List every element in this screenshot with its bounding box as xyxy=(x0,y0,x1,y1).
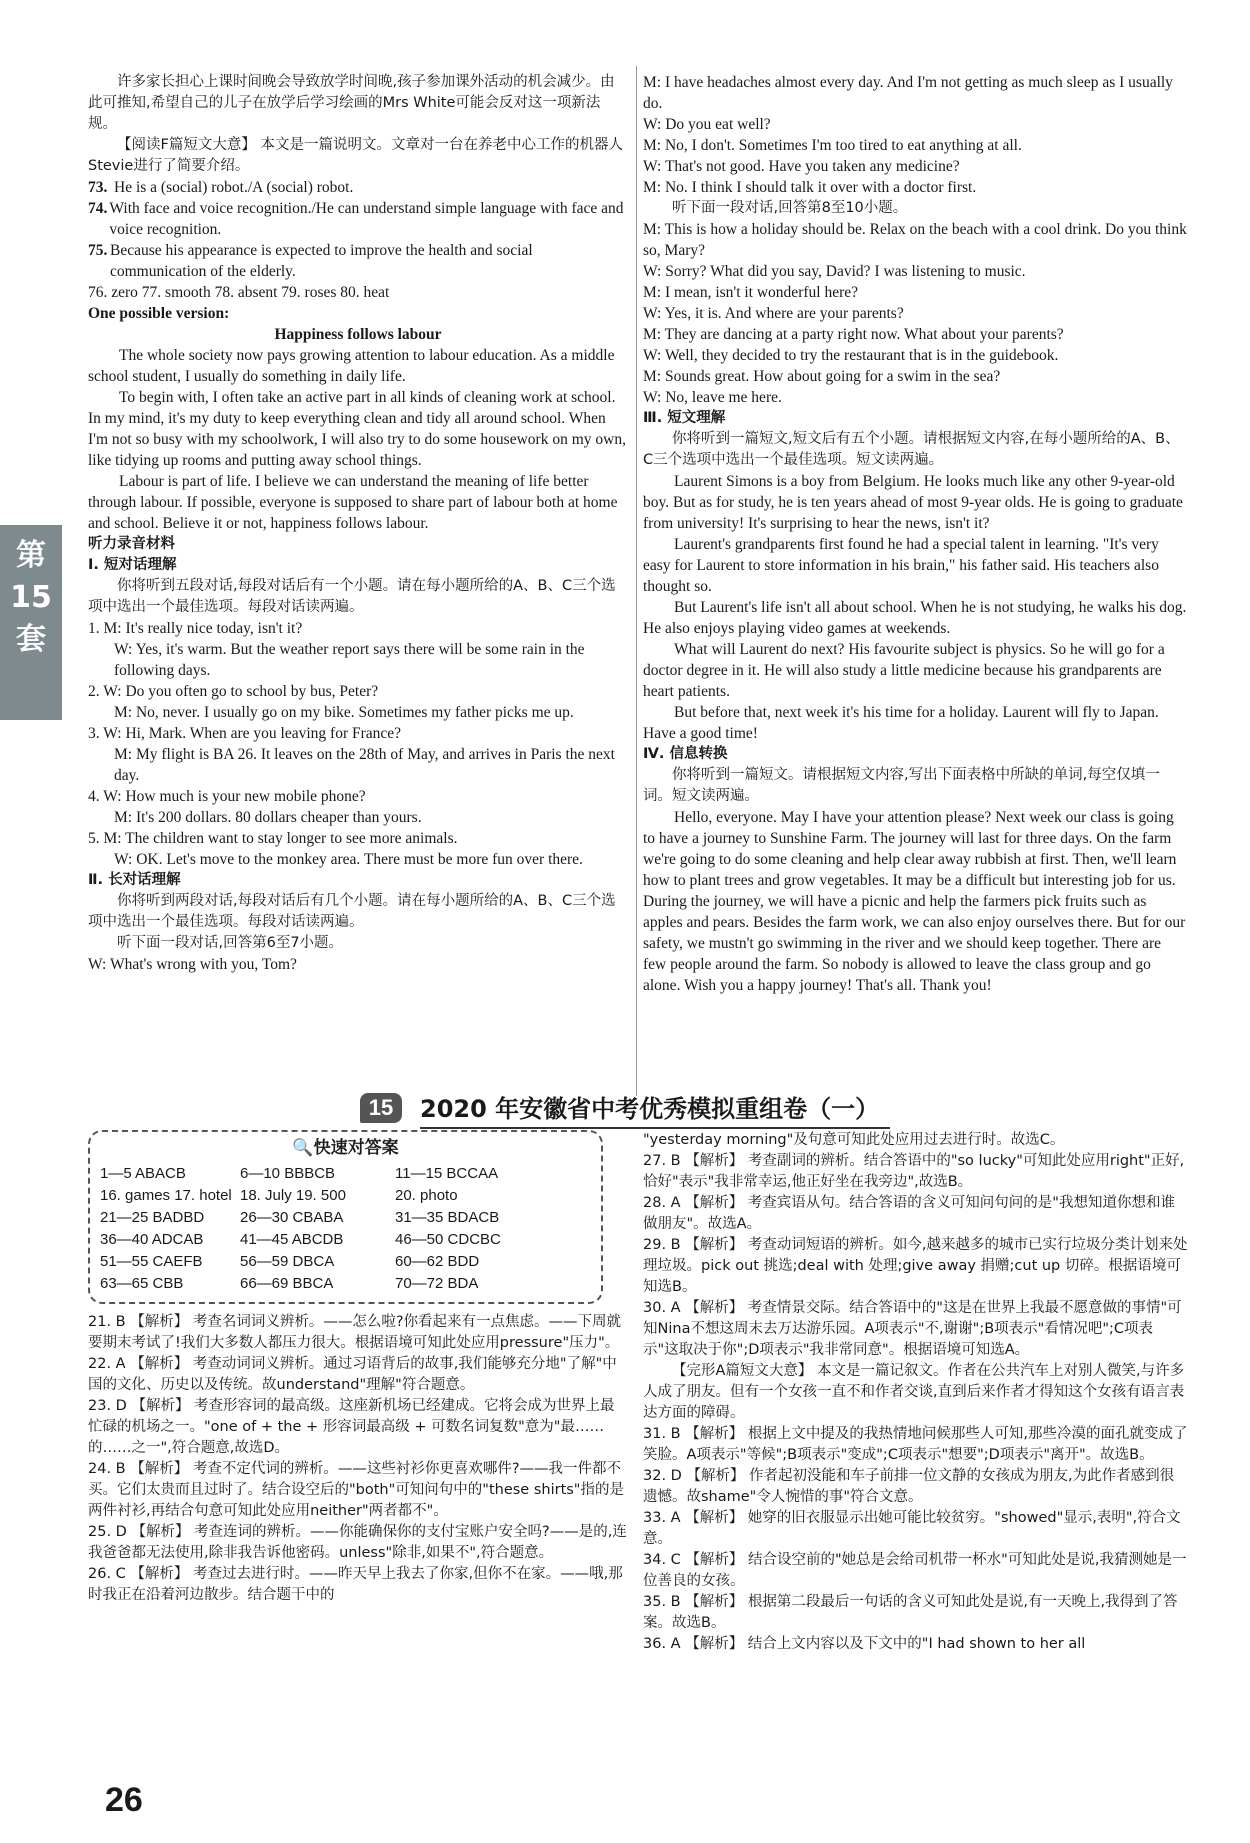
question-number: 73. xyxy=(88,179,108,196)
dialogue-line: M: It's 200 dollars. 80 dollars cheaper than yours. xyxy=(114,809,422,826)
section-heading: 听力录音材料 xyxy=(88,536,175,552)
dialogue-line: W: OK. Let's move to the monkey area. There must be more fun over there. xyxy=(114,851,583,868)
dialogue-line: M: Sounds great. How about going for a swim in the sea? xyxy=(643,368,1001,385)
essay-title: Happiness follows labour xyxy=(274,326,442,343)
instructions: 你将听到一篇短文,短文后有五个小题。请根据短文内容,在每小题所给的A、B、C三个选项中选出一个最佳选项。短文读两遍。 xyxy=(643,431,1180,468)
answer-text: With face and voice recognition./He can understand simple language with face and voice recognition. xyxy=(109,200,624,238)
passage-paragraph: Hello, everyone. May I have your attention please? Next week our class is going to have a journey to Sunshine Farm. The journey will last for three days. On the farm we're going to do some cleaning and help clear away rubbish at first. Then, we'll learn how to plant trees and grow vegetables. It may be a difficult but interesting job for us. During the journey, we will have a picnic and help the farmers pick fruits such as apples and pears. Besides the farm work, we can also enjoy ourselves there. But for our safety, we mustn't go swimming in the river and we should keep together. There are few people around the farm. So nobody is allowed to leave the class group and go alone. Wish you a happy journey! That's all. Thank you! xyxy=(643,809,1186,994)
answer-item xyxy=(88,240,628,282)
answer-cell: 56—59 DBCA xyxy=(240,1253,335,1270)
instructions: 你将听到两段对话,每段对话后有几个小题。请在每小题所给的A、B、C三个选项中选出一个最佳选项。每段对话读两遍。 xyxy=(88,893,616,930)
answer-cell: 21—25 BADBD xyxy=(100,1209,205,1226)
dialogue-line: 4. W: How much is your new mobile phone? xyxy=(88,788,366,805)
answer-cell: 16. games 17. hotel xyxy=(100,1187,232,1204)
explanation: 29. B 【解析】 考查动词短语的辨析。如今,越来越多的城市已实行垃圾分类计划来处理垃圾。pick out 挑选;deal with 处理;give away 捐赠;cut up 切碎。根据语境可知选B。 xyxy=(643,1237,1188,1295)
passage-paragraph: But Laurent's life isn't all about school. When he is not studying, he walks his dog. He also enjoys playing video games at weekends. xyxy=(643,599,1187,637)
dialogue-line: M: They are dancing at a party right now. What about your parents? xyxy=(643,326,1064,343)
exam-number-badge: 15 xyxy=(360,1093,402,1123)
right-column xyxy=(643,72,1188,996)
dialogue-line: W: Well, they decided to try the restaurant that is in the guidebook. xyxy=(643,347,1059,364)
answer-grid xyxy=(100,1163,591,1294)
dialogue-line: 2. W: Do you often go to school by bus, Peter? xyxy=(88,683,379,700)
section-heading: Ⅱ. 长对话理解 xyxy=(88,872,181,888)
answer-item xyxy=(88,177,628,198)
instructions: 听下面一段对话,回答第8至10小题。 xyxy=(672,200,908,216)
answer-text: He is a (social) robot./A (social) robot. xyxy=(114,179,354,196)
cloze-summary: 【完形A篇短文大意】 本文是一篇记叙文。作者在公共汽车上对别人微笑,与许多人成了朋友。但有一个女孩一直不和作者交谈,直到后来作者才得知这个女孩有语言表达方面的障碍。 xyxy=(643,1363,1185,1421)
explanation: "yesterday morning"及句意可知此处应用过去进行时。故选C。 xyxy=(643,1132,1065,1148)
explanation: 23. D 【解析】 考查形容词的最高级。这座新机场已经建成。它将会成为世界上最忙碌的机场之一。"one of + the + 形容词最高级 + 可数名词复数"意为"最……的……之一",符合题意,故选D。 xyxy=(88,1398,615,1456)
quick-answer-box xyxy=(88,1130,603,1304)
essay-paragraph: Labour is part of life. I believe we can understand the meaning of life better through labour. If possible, everyone is supposed to share part of labour both at home and school. Believe it or not, happiness follows labour. xyxy=(88,473,618,532)
section-heading: Ⅳ. 信息转换 xyxy=(643,746,728,762)
exam-title: 2020 年安徽省中考优秀模拟重组卷（一） xyxy=(420,1095,880,1123)
dialogue-line: M: No. I think I should talk it over with a doctor first. xyxy=(643,179,977,196)
answer-cell: 20. photo xyxy=(395,1187,458,1204)
quick-answer-label: 快速对答案 xyxy=(313,1138,399,1158)
answer-line: 76. zero 77. smooth 78. absent 79. roses 80. heat xyxy=(88,284,390,301)
explanation: 28. A 【解析】 考查宾语从句。结合答语的含义可知问句问的是"我想知道你想和谁做朋友"。故选A。 xyxy=(643,1195,1175,1232)
answer-cell: 6—10 BBBCB xyxy=(240,1165,336,1182)
answer-cell: 41—45 ABCDB xyxy=(240,1231,344,1248)
explanation: 21. B 【解析】 考查名词词义辨析。——怎么啦?你看起来有一点焦虑。——下周就要期末考试了!我们大多数人都压力很大。根据语境可知此处应用pressure"压力"。 xyxy=(88,1314,622,1351)
answer-cell: 46—50 CDCBC xyxy=(395,1231,501,1248)
question-number: 75. xyxy=(88,242,108,259)
dialogue-line: 3. W: Hi, Mark. When are you leaving for France? xyxy=(88,725,402,742)
answer-cell: 63—65 CBB xyxy=(100,1275,184,1292)
answer-cell: 11—15 BCCAA xyxy=(395,1165,499,1182)
explanation: 34. C 【解析】 结合设空前的"她总是会给司机带一杯水"可知此处是说,我猜测她是一位善良的女孩。 xyxy=(643,1552,1187,1589)
dialogue-line: W: Yes, it is. And where are your parents? xyxy=(643,305,904,322)
explanation: 36. A 【解析】 结合上文内容以及下文中的"I had shown to her all xyxy=(643,1636,1086,1652)
answer-cell: 66—69 BBCA xyxy=(240,1275,334,1292)
exam-title-banner xyxy=(360,1093,960,1127)
explanation: 31. B 【解析】 根据上文中提及的我热情地问候那些人可知,那些冷漠的面孔就变成了笑脸。A项表示"等候";B项表示"变成";C项表示"想要";D项表示"离开"。故选B。 xyxy=(643,1426,1188,1463)
explanation: 30. A 【解析】 考查情景交际。结合答语中的"这是在世界上我最不愿意做的事情"可知Nina不想这周末去万达游乐园。A项表示"不,谢谢";B项表示"看情况吧";C项表示"这取决于你";D项表示"我非常同意"。根据语境可知选A。 xyxy=(643,1300,1182,1358)
explanation: 26. C 【解析】 考查过去进行时。——昨天早上我去了你家,但你不在家。——哦,那时我正在沿着河边散步。结合题干中的 xyxy=(88,1566,623,1603)
title-underline xyxy=(420,1127,890,1129)
paragraph: 许多家长担心上课时间晚会导致放学时间晚,孩子参加课外活动的机会减少。由此可推知,希望自己的儿子在放学后学习绘画的Mrs White可能会反对这一项新法规。 xyxy=(88,74,615,132)
bottom-right-column xyxy=(643,1130,1188,1655)
passage-paragraph: But before that, next week it's his time for a holiday. Laurent will fly to Japan. Have a good time! xyxy=(643,704,1159,742)
page-number: 26 xyxy=(105,1781,143,1819)
search-icon: 🔍 xyxy=(292,1138,314,1158)
section-heading: Ⅰ. 短对话理解 xyxy=(88,557,177,573)
passage-paragraph: Laurent's grandparents first found he had a special talent in learning. "It's very easy for Laurent to store information in his brain," his father said. His teachers also thought so. xyxy=(643,536,1159,595)
version-label: One possible version: xyxy=(88,305,230,322)
dialogue-line: W: What's wrong with you, Tom? xyxy=(88,956,297,973)
answer-cell: 31—35 BDACB xyxy=(395,1209,500,1226)
explanation: 35. B 【解析】 根据第二段最后一句话的含义可知此处是说,有一天晚上,我得到了答案。故选B。 xyxy=(643,1594,1178,1631)
dialogue-line: W: Sorry? What did you say, David? I was listening to music. xyxy=(643,263,1026,280)
dialogue-line: M: This is how a holiday should be. Relax on the beach with a cool drink. Do you think so, Mary? xyxy=(643,221,1187,259)
dialogue-line: W: Yes, it's warm. But the weather report says there will be some rain in the following days. xyxy=(114,641,585,679)
answer-cell: 18. July 19. 500 xyxy=(240,1187,346,1204)
dialogue-line: M: No, I don't. Sometimes I'm too tired to eat anything at all. xyxy=(643,137,1022,154)
instructions: 你将听到五段对话,每段对话后有一个小题。请在每小题所给的A、B、C三个选项中选出一个最佳选项。每段对话读两遍。 xyxy=(88,578,616,615)
section-heading: Ⅲ. 短文理解 xyxy=(643,410,726,426)
section-tab xyxy=(0,525,62,720)
passage-paragraph: What will Laurent do next? His favourite subject is physics. So he will go for a doctor degree in it. He will also study a little medicine because his grandparents are heart patients. xyxy=(643,641,1165,700)
dialogue-line: W: Do you eat well? xyxy=(643,116,771,133)
essay-paragraph: The whole society now pays growing attention to labour education. As a middle school student, I usually do something in daily life. xyxy=(88,347,615,385)
dialogue-line: 5. M: The children want to stay longer to see more animals. xyxy=(88,830,458,847)
answer-cell: 70—72 BDA xyxy=(395,1275,479,1292)
reading-summary: 【阅读F篇短文大意】 本文是一篇说明文。文章对一台在养老中心工作的机器人Stevie进行了简要介绍。 xyxy=(88,137,623,174)
dialogue-line: W: No, leave me here. xyxy=(643,389,782,406)
explanation: 27. B 【解析】 考查副词的辨析。结合答语中的"so lucky"可知此处应用right"正好,恰好"表示"我非常幸运,他正好坐在我旁边",故选B。 xyxy=(643,1153,1185,1190)
left-column xyxy=(88,72,628,975)
answer-text: Because his appearance is expected to improve the health and social communication of the elderly. xyxy=(110,242,533,280)
dialogue-line: M: I have headaches almost every day. And I'm not getting as much sleep as I usually do. xyxy=(643,74,1173,112)
dialogue-line: 1. M: It's really nice today, isn't it? xyxy=(88,620,303,637)
answer-cell: 26—30 CBABA xyxy=(240,1209,344,1226)
section-tab-label: 第15套 xyxy=(10,538,52,657)
answer-cell: 36—40 ADCAB xyxy=(100,1231,204,1248)
question-number: 74. xyxy=(88,200,108,217)
dialogue-line: M: No, never. I usually go on my bike. Sometimes my father picks me up. xyxy=(114,704,574,721)
passage-paragraph: Laurent Simons is a boy from Belgium. He looks much like any other 9-year-old boy. But as for study, he is ten years ahead of most 9-year olds. He is going to graduate from university! It's surprising to hear the news, isn't it? xyxy=(643,473,1183,532)
answer-cell: 51—55 CAEFB xyxy=(100,1253,203,1270)
answer-cell: 60—62 BDD xyxy=(395,1253,480,1270)
column-divider xyxy=(636,66,637,1096)
dialogue-line: W: That's not good. Have you taken any medicine? xyxy=(643,158,960,175)
explanation: 24. B 【解析】 考查不定代词的辨析。——这些衬衫你更喜欢哪件?——我一件都不买。它们太贵而且过时了。结合设空后的"both"可知问句中的"these shirts"指的是两件衬衫,再结合句意可知此处应用neither"两者都不"。 xyxy=(88,1461,624,1519)
quick-answer-title xyxy=(100,1138,591,1159)
dialogue-line: M: My flight is BA 26. It leaves on the 28th of May, and arrives in Paris the next day. xyxy=(114,746,615,784)
dialogue-line: M: I mean, isn't it wonderful here? xyxy=(643,284,858,301)
bottom-left-column xyxy=(88,1130,628,1606)
instructions: 听下面一段对话,回答第6至7小题。 xyxy=(117,935,344,951)
answer-item xyxy=(88,198,628,240)
explanation: 22. A 【解析】 考查动词词义辨析。通过习语背后的故事,我们能够充分地"了解"中国的文化、历史以及传统。故understand"理解"符合题意。 xyxy=(88,1356,617,1393)
essay-paragraph: To begin with, I often take an active part in all kinds of cleaning work at school. In my mind, it's my duty to keep everything clean and tidy all around school. When I'm not so busy with my schoolwork, I will also try to do some housework on my own, like tidying up rooms and putting away school things. xyxy=(88,389,626,469)
instructions: 你将听到一篇短文。请根据短文内容,写出下面表格中所缺的单词,每空仅填一词。短文读两遍。 xyxy=(643,767,1160,804)
explanation: 33. A 【解析】 她穿的旧衣服显示出她可能比较贫穷。"showed"显示,表明",符合文意。 xyxy=(643,1510,1181,1547)
explanation: 32. D 【解析】 作者起初没能和车子前排一位文静的女孩成为朋友,为此作者感到很遗憾。故shame"令人惋惜的事"符合文意。 xyxy=(643,1468,1175,1505)
answer-cell: 1—5 ABACB xyxy=(100,1165,186,1182)
explanation: 25. D 【解析】 考查连词的辨析。——你能确保你的支付宝账户安全吗?——是的,连我爸爸都无法使用,除非我告诉他密码。unless"除非,如果不",符合题意。 xyxy=(88,1524,627,1561)
